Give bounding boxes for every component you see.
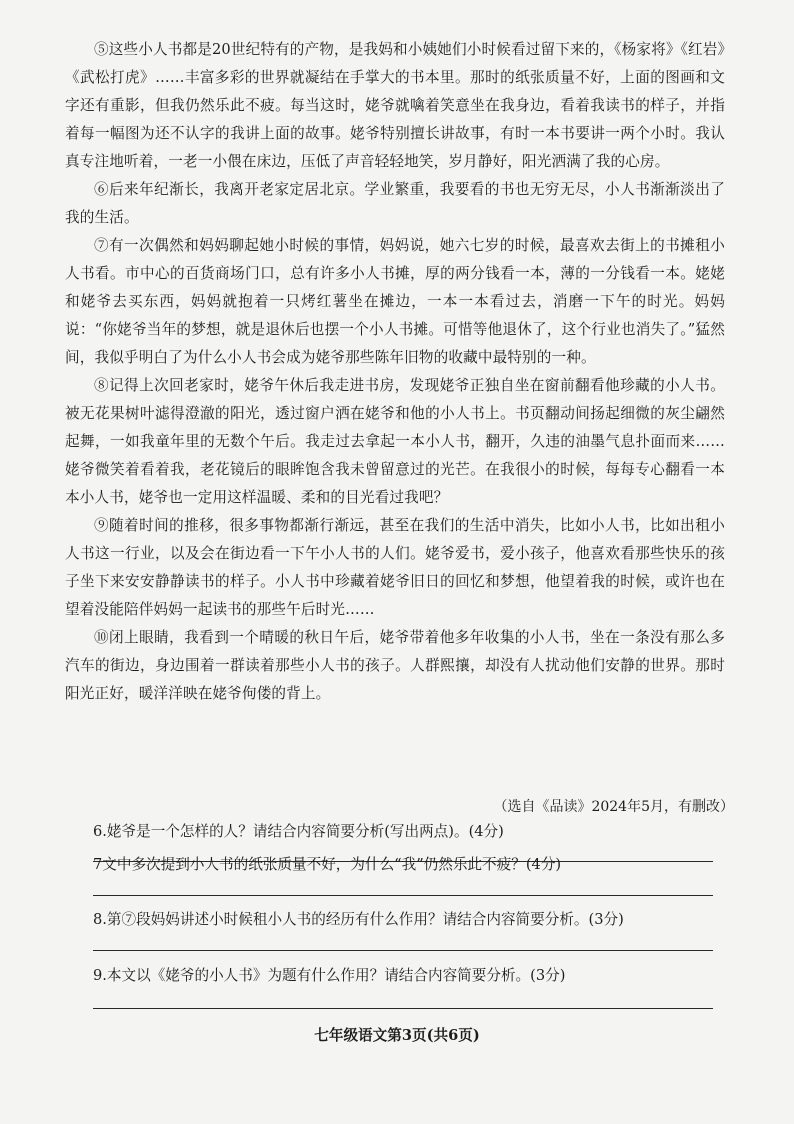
question-9-answer-line[interactable] xyxy=(93,1008,713,1009)
question-6-text: 6.姥爷是一个怎样的人？请结合内容简要分析(写出两点)。(4分) xyxy=(93,823,504,840)
question-7 xyxy=(93,855,733,875)
paragraph-6: ⑥后来年纪渐长，我离开老家定居北京。学业繁重，我要看的书也无穷无尽，小人书渐渐淡出了我的生活。 xyxy=(65,181,725,226)
question-6 xyxy=(93,822,733,842)
question-7-text: 7文中多次提到小人书的纸张质量不好，为什么“我”仍然乐此不疲？(4分) xyxy=(93,856,562,873)
page-footer: 七年级语文第3页(共6页) xyxy=(314,1027,480,1044)
question-7-answer-line[interactable] xyxy=(93,895,713,896)
question-8-text: 8.第⑦段妈妈讲述小时候租小人书的经历有什么作用？请结合内容简要分析。(3分) xyxy=(93,911,624,928)
reading-passage xyxy=(65,36,725,708)
question-8 xyxy=(93,910,733,930)
paragraph-10: ⑩闭上眼睛，我看到一个晴暖的秋日午后，姥爷带着他多年收集的小人书，坐在一条没有那么多汽车的街边，身边围着一群读着那些小人书的孩子。人群熙攘，却没有人扰动他们安静的世界。那时阳光正好，暖洋洋映在姥爷佝偻的背上。 xyxy=(65,629,725,702)
question-8-answer-line[interactable] xyxy=(93,950,713,951)
paragraph-7: ⑦有一次偶然和妈妈聊起她小时候的事情，妈妈说，她六七岁的时候，最喜欢去街上的书摊租小人书看。市中心的百货商场门口，总有许多小人书摊，厚的两分钱看一本，薄的一分钱看一本。姥姥和姥爷去买东西，妈妈就抱着一只烤红薯坐在摊边，一本一本看过去，消磨一下午的时光。妈妈说：“你姥爷当年的梦想，就是退休后也摆一个小人书摊。可惜等他退休了，这个行业也消失了。”猛然间，我似乎明白了为什么小人书会成为姥爷那些陈年旧物的收藏中最特别的一种。 xyxy=(65,237,725,366)
question-9 xyxy=(93,966,733,986)
paragraph-9: ⑨随着时间的推移，很多事物都渐行渐远，甚至在我们的生活中消失，比如小人书，比如出租小人书这一行业，以及会在街边看一下午小人书的人们。姥爷爱书，爱小孩子，他喜欢看那些快乐的孩子坐下来安安静静读书的样子。小人书中珍藏着姥爷旧日的回忆和梦想，他望着我的时候，或许也在望着没能陪伴妈妈一起读书的那些午后时光…… xyxy=(65,517,725,618)
question-9-text: 9.本文以《姥爷的小人书》为题有什么作用？请结合内容简要分析。(3分) xyxy=(93,967,566,984)
paragraph-5: ⑤这些小人书都是20世纪特有的产物，是我妈和小姨她们小时候看过留下来的，《杨家将》《红岩》《武松打虎》……丰富多彩的世界就凝结在手掌大的书本里。那时的纸张质量不好，上面的图画和文字还有重影，但我仍然乐此不疲。每当这时，姥爷就噙着笑意坐在我身边，看着我读书的样子，并指着每一幅图为还不认字的我讲上面的故事。姥爷特别擅长讲故事，有时一本书要讲一两个小时。我认真专注地听着，一老一小偎在床边，压低了声音轻轻地笑，岁月静好，阳光洒满了我的心房。 xyxy=(65,41,725,170)
paragraph-8: ⑧记得上次回老家时，姥爷午休后我走进书房，发现姥爷正独自坐在窗前翻看他珍藏的小人书。被无花果树叶滤得澄澈的阳光，透过窗户洒在姥爷和他的小人书上。书页翻动间扬起细微的灰尘翩然起舞，一如我童年里的无数个午后。我走过去拿起一本小人书，翻开，久违的油墨气息扑面而来……姥爷微笑着看着我，老花镜后的眼眸饱含我未曾留意过的光芒。在我很小的时候，每每专心翻看一本本小人书，姥爷也一定用这样温暖、柔和的目光看过我吧？ xyxy=(65,377,725,506)
passage-source: （选自《品读》2024年5月，有删改） xyxy=(493,799,734,815)
